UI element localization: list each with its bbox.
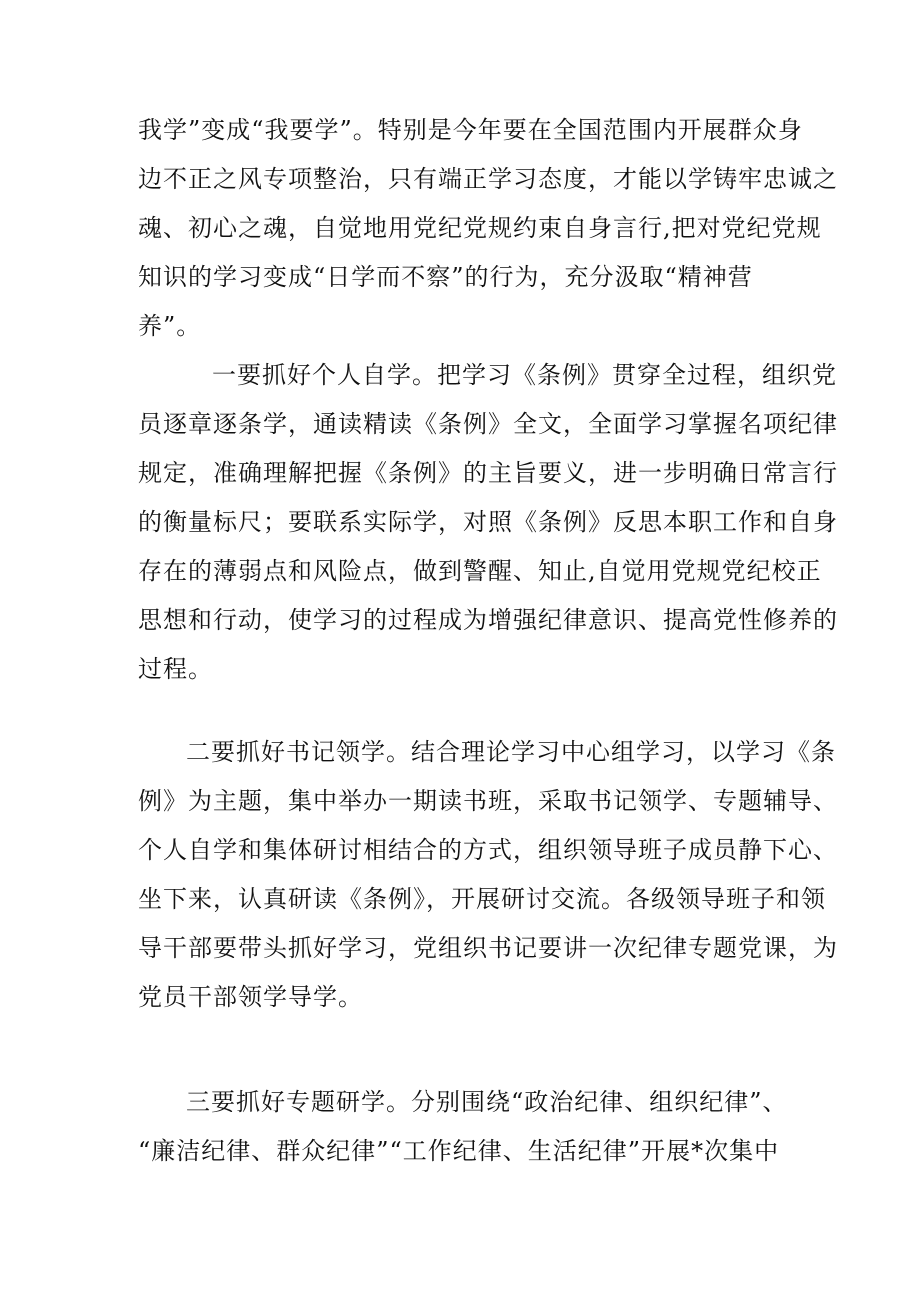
- paragraph-3-line-2: 例》为主题，集中举办一期读书班，采取书记领学、专题辅导、: [138, 787, 838, 815]
- paragraph-1-line-3: 魂、初心之魂，自觉地用党纪党规约束自身言行,把对党纪党规: [138, 214, 822, 242]
- paragraph-3-line-1: 二要抓好书记领学。结合理论学习中心组学习，以学习《条: [186, 738, 836, 766]
- paragraph-2-line-7: 过程。: [138, 655, 213, 683]
- paragraph-4-line-2: “廉洁纪律、群众纪律”“工作纪律、生活纪律”开展*次集中: [138, 1137, 780, 1165]
- paragraph-1-line-5: 养”。: [138, 312, 202, 340]
- paragraph-1-line-4: 知识的学习变成“日学而不察”的行为，充分汲取“精神营: [138, 263, 753, 291]
- paragraph-2-line-3: 规定，准确理解把握《条例》的主旨要义，进一步明确日常言行: [138, 459, 838, 487]
- paragraph-2-line-5: 存在的薄弱点和风险点，做到警醒、知止,自觉用党规党纪校正: [138, 557, 822, 585]
- paragraph-2-line-6: 思想和行动，使学习的过程成为增强纪律意识、提高党性修养的: [138, 606, 838, 634]
- paragraph-3-line-5: 导干部要带头抓好学习，党组织书记要讲一次纪律专题党课，为: [138, 934, 838, 962]
- paragraph-2-line-2: 员逐章逐条学，通读精读《条例》全文，全面学习掌握名项纪律: [138, 410, 838, 438]
- paragraph-2-line-1: 一要抓好个人自学。把学习《条例》贯穿全过程，组织党: [212, 361, 837, 389]
- paragraph-2-line-4: 的衡量标尺；要联系实际学，对照《条例》反思本职工作和自身: [138, 508, 838, 536]
- paragraph-3-line-4: 坐下来，认真研读《条例》，开展研讨交流。各级领导班子和领: [138, 885, 826, 913]
- paragraph-1-line-2: 边不正之风专项整治，只有端正学习态度，才能以学铸牢忠诚之: [138, 165, 838, 193]
- paragraph-4-line-1: 三要抓好专题研学。分别围绕“政治纪律、组织纪律”、: [186, 1088, 788, 1116]
- paragraph-3-line-3: 个人自学和集体研讨相结合的方式，组织领导班子成员静下心、: [138, 836, 838, 864]
- paragraph-3-line-6: 党员干部领学导学。: [138, 983, 363, 1011]
- paragraph-1-line-1: 我学”变成“我要学”。特别是今年要在全国范围内开展群众身: [138, 116, 803, 144]
